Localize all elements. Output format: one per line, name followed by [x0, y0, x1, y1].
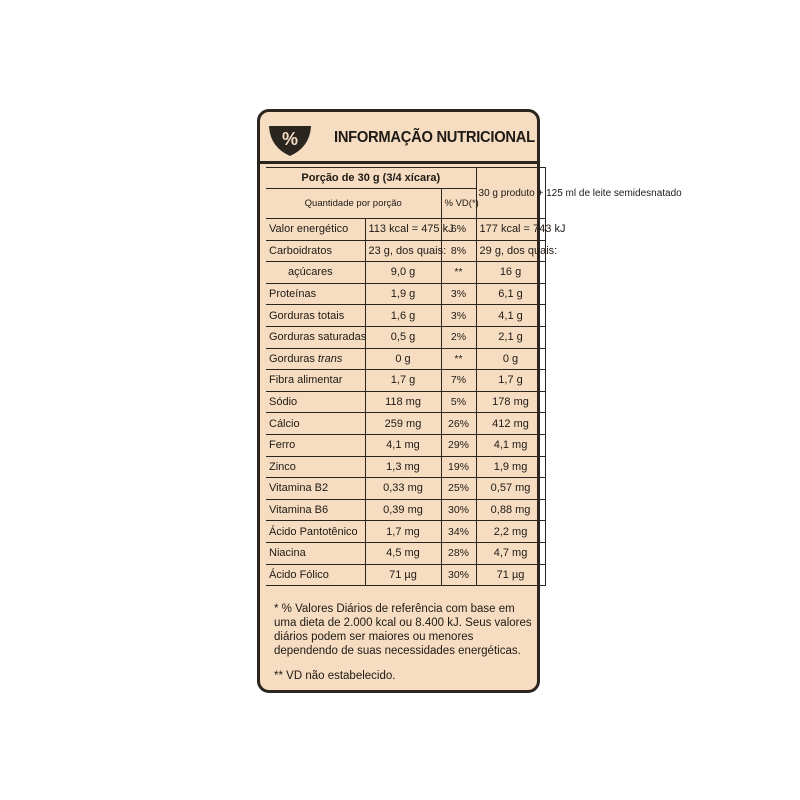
nutrient-name: Gorduras saturadas: [266, 326, 365, 348]
nutrient-daily-value: 8%: [441, 240, 476, 262]
nutrient-quantity: 0,33 mg: [365, 478, 441, 500]
nutrient-name: Ácido Pantotênico: [266, 521, 365, 543]
percent-symbol: %: [281, 129, 299, 149]
daily-values-note: * % Valores Diários de referência com base em uma dieta de 2.000 kcal ou 8.400 kJ. Seus valores diários podem ser maiores ou menores dependendo de suas necessidades energéticas.: [274, 603, 532, 657]
nutrient-quantity: 1,7 g: [365, 370, 441, 392]
nutrient-quantity: 1,9 g: [365, 283, 441, 305]
nutrient-daily-value: 28%: [441, 542, 476, 564]
nutrient-name: Zinco: [266, 456, 365, 478]
nutrient-daily-value: 26%: [441, 413, 476, 435]
nutrient-daily-value: 3%: [441, 305, 476, 327]
nutrient-with-milk: 2,2 mg: [476, 521, 545, 543]
nutrient-daily-value: 30%: [441, 499, 476, 521]
nutrient-with-milk: 4,7 mg: [476, 542, 545, 564]
nutrient-with-milk: 71 µg: [476, 564, 545, 586]
milk-serving-header: 30 g produto + 125 ml de leite semidesnatado: [476, 168, 545, 219]
table-row: [266, 305, 545, 327]
nutrient-daily-value: **: [441, 348, 476, 370]
nutrient-name: Niacina: [266, 542, 365, 564]
nutrient-daily-value: 30%: [441, 564, 476, 586]
daily-value-header: % VD(*): [441, 189, 476, 219]
nutrient-name: Fibra alimentar: [266, 370, 365, 392]
nutrition-facts-panel: [257, 109, 682, 693]
nutrient-name: Cálcio: [266, 413, 365, 435]
nutrient-name: Vitamina B2: [266, 478, 365, 500]
nutrient-quantity: 23 g, dos quais:: [365, 240, 441, 262]
nutrient-quantity: 9,0 g: [365, 262, 441, 284]
nutrient-daily-value: 29%: [441, 434, 476, 456]
table-row: [266, 348, 545, 370]
nutrient-quantity: 71 µg: [365, 564, 441, 586]
nutrient-daily-value: 2%: [441, 326, 476, 348]
table-row: [266, 262, 545, 284]
nutrient-with-milk: 412 mg: [476, 413, 545, 435]
nutrient-daily-value: 5%: [441, 391, 476, 413]
nutrient-name: Proteínas: [266, 283, 365, 305]
table-row: [266, 478, 545, 500]
nutrient-daily-value: 6%: [441, 219, 476, 241]
header-divider: [260, 161, 537, 164]
nutrient-quantity: 1,3 mg: [365, 456, 441, 478]
nutrient-with-milk: 16 g: [476, 262, 545, 284]
nutrient-quantity: 1,7 mg: [365, 521, 441, 543]
nutrient-with-milk: 6,1 g: [476, 283, 545, 305]
nutrient-daily-value: 34%: [441, 521, 476, 543]
nutrient-name: Carboidratos: [266, 240, 365, 262]
nutrient-daily-value: 19%: [441, 456, 476, 478]
nutrient-quantity: 1,6 g: [365, 305, 441, 327]
nutrient-with-milk: 178 mg: [476, 391, 545, 413]
nutrient-quantity: 0 g: [365, 348, 441, 370]
nutrient-daily-value: 7%: [441, 370, 476, 392]
serving-label: Porção de 30 g (3/4 xícara): [266, 168, 476, 189]
table-row: [266, 326, 545, 348]
nutrient-name: Ferro: [266, 434, 365, 456]
table-row: [266, 499, 545, 521]
table-row: [266, 413, 545, 435]
footnotes: [274, 602, 536, 683]
table-row: [266, 283, 545, 305]
table-row: [266, 564, 545, 586]
nutrient-name: Ácido Fólico: [266, 564, 365, 586]
table-row: [266, 219, 545, 241]
nutrient-name: açúcares: [266, 262, 365, 284]
serving-row: [266, 168, 545, 189]
nutrient-name: Valor energético: [266, 219, 365, 241]
nutrient-with-milk: 1,7 g: [476, 370, 545, 392]
nutrient-with-milk: 4,1 mg: [476, 434, 545, 456]
nutrient-with-milk: 0,57 mg: [476, 478, 545, 500]
table-row: [266, 370, 545, 392]
panel-header: [260, 112, 537, 166]
table-row: [266, 434, 545, 456]
nutrient-name: Gorduras totais: [266, 305, 365, 327]
nutrient-with-milk: 2,1 g: [476, 326, 545, 348]
nutrient-daily-value: 25%: [441, 478, 476, 500]
nutrient-with-milk: 177 kcal = 743 kJ: [476, 219, 545, 241]
nutrient-daily-value: **: [441, 262, 476, 284]
nutrient-quantity: 4,1 mg: [365, 434, 441, 456]
table-row: [266, 521, 545, 543]
nutrient-with-milk: 0,88 mg: [476, 499, 545, 521]
nutrient-name: Vitamina B6: [266, 499, 365, 521]
table-row: [266, 240, 545, 262]
nutrient-with-milk: 4,1 g: [476, 305, 545, 327]
quantity-header: Quantidade por porção: [266, 189, 441, 219]
not-established-note: ** VD não estabelecido.: [274, 670, 396, 682]
nutrient-quantity: 118 mg: [365, 391, 441, 413]
table-row: [266, 391, 545, 413]
panel-title: INFORMAÇÃO NUTRICIONAL: [334, 129, 535, 146]
nutrient-quantity: 0,39 mg: [365, 499, 441, 521]
nutrient-quantity: 113 kcal = 475 kJ: [365, 219, 441, 241]
nutrient-name: Gorduras trans: [266, 348, 365, 370]
nutrient-quantity: 259 mg: [365, 413, 441, 435]
percent-bowl-icon: [268, 123, 312, 157]
nutrient-name: Sódio: [266, 391, 365, 413]
nutrient-quantity: 4,5 mg: [365, 542, 441, 564]
nutrient-with-milk: 29 g, dos quais:: [476, 240, 545, 262]
nutrient-daily-value: 3%: [441, 283, 476, 305]
nutrient-with-milk: 1,9 mg: [476, 456, 545, 478]
nutrient-quantity: 0,5 g: [365, 326, 441, 348]
nutrient-with-milk: 0 g: [476, 348, 545, 370]
nutrition-table: [266, 167, 682, 586]
table-row: [266, 542, 545, 564]
table-row: [266, 456, 545, 478]
